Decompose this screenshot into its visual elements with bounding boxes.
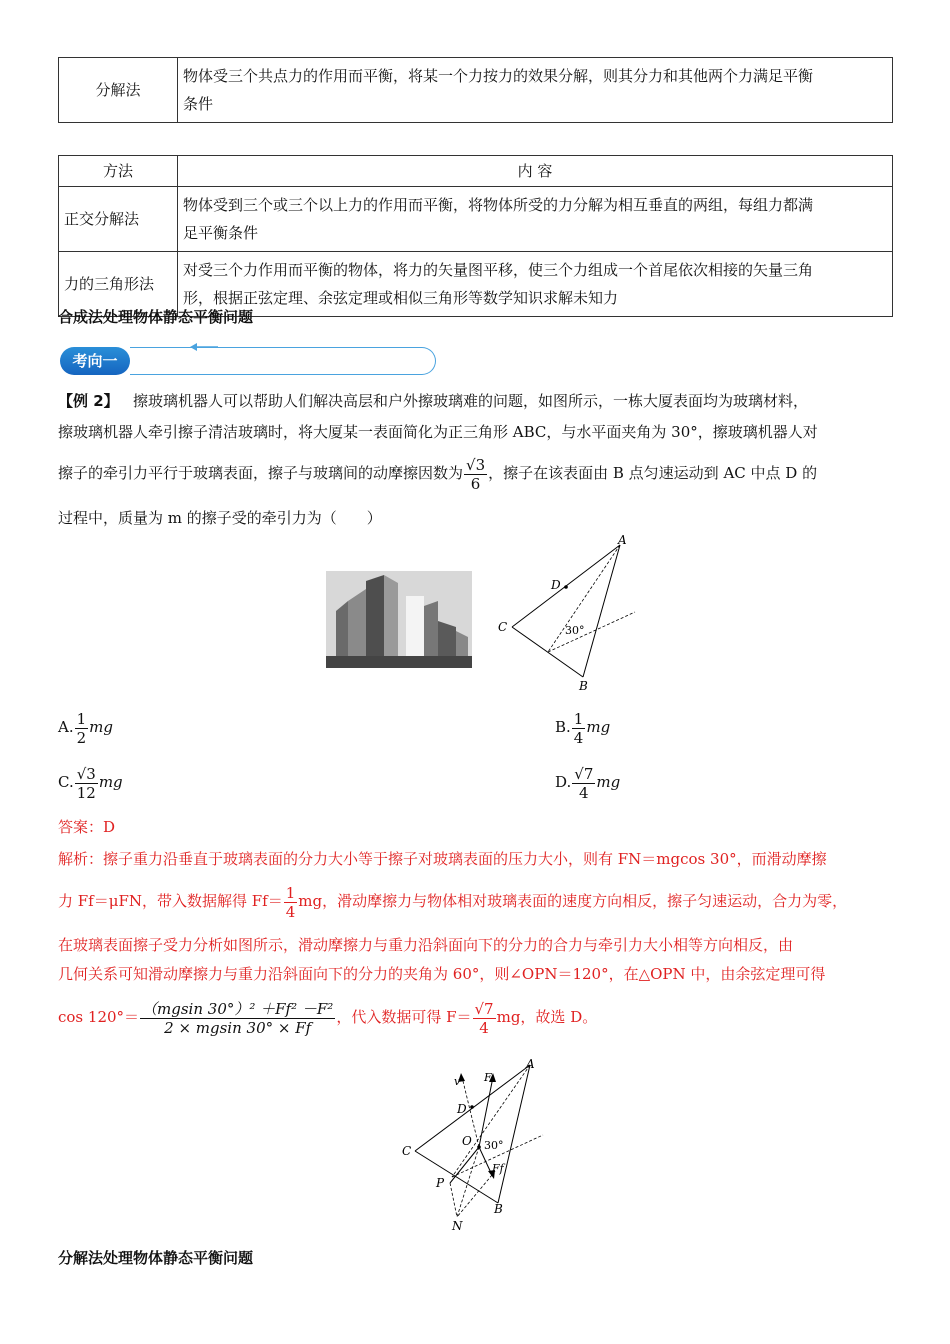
- angle-label: 30°: [565, 624, 585, 637]
- example-text: 擦子的牵引力平行于玻璃表面，擦子与玻璃间的动摩擦因数为: [58, 464, 464, 482]
- option-suffix: mg: [586, 718, 611, 736]
- dashed-pn: [450, 1183, 457, 1217]
- option-d[interactable]: [555, 762, 620, 802]
- label-a: A: [526, 1057, 535, 1071]
- example-label: 【例 2】: [58, 392, 119, 410]
- example-text: 擦玻璃机器人可以帮助人们解决高层和户外擦玻璃难的问题，如图所示，一栋大厦表面均为玻璃材料，: [132, 392, 808, 410]
- option-a[interactable]: [58, 707, 113, 747]
- label-f: F: [484, 1071, 492, 1084]
- fraction-denominator: 4: [579, 783, 589, 802]
- analysis-text: cos 120°＝: [58, 1008, 140, 1026]
- table-methods: [58, 155, 893, 317]
- content-line: 物体受到三个或三个以上力的作用而平衡，将物体所受的力分解为相互垂直的两组，每组力都满: [183, 196, 814, 214]
- option-suffix: mg: [98, 773, 123, 791]
- label-c: C: [402, 1144, 412, 1158]
- label-o: O: [462, 1134, 472, 1148]
- label-v: v: [454, 1075, 461, 1088]
- example-text: ，擦子在该表面由 B 点匀速运动到 AC 中点 D 的: [488, 464, 818, 482]
- answer: 答案：D: [58, 818, 116, 836]
- edge-ba: [583, 545, 620, 677]
- fraction-numerator: 1: [76, 709, 87, 728]
- figure-force-analysis: [400, 1055, 550, 1235]
- analysis-text: ，代入数据可得 F＝: [336, 1008, 472, 1026]
- content-line: 条件: [183, 95, 214, 113]
- content-line: 对受三个力作用而平衡的物体，将力的矢量图平移，使三个力组成一个首尾依次相接的矢量三角: [183, 261, 814, 279]
- content-line: 足平衡条件: [183, 224, 259, 242]
- badge-frame: [130, 347, 436, 375]
- fraction-numerator: √7: [574, 764, 594, 783]
- analysis-text: mg，故选 D。: [496, 1008, 598, 1026]
- content-line: 形，根据正弦定理、余弦定理或相似三角形等数学知识求解未知力: [183, 289, 619, 307]
- fraction-numerator: √7: [474, 999, 494, 1018]
- fraction-numerator: 1: [285, 883, 296, 902]
- example-line-2: 擦玻璃机器人牵引擦子清洁玻璃时，将大厦某一表面简化为正三角形 ABC，与水平面夹角为 30°，擦玻璃机器人对: [58, 423, 818, 441]
- fraction-denominator: 2 × mgsin 30° × Ff: [164, 1018, 312, 1037]
- label-d: D: [457, 1102, 467, 1116]
- fraction-numerator: √3: [466, 455, 486, 474]
- fraction-denominator: 4: [479, 1018, 489, 1037]
- fraction-denominator: 2: [76, 728, 87, 747]
- content-cell: [178, 252, 893, 317]
- analysis-text: 力 Ff＝μFN，带入数据解得 Ff＝: [58, 892, 283, 910]
- option-prefix: C.: [58, 773, 74, 791]
- point-d: [470, 1105, 474, 1109]
- content-line: 物体受三个共点力的作用而平衡，将某一个力按力的效果分解，则其分力和其他两个力满足平衡: [183, 67, 814, 85]
- analysis-line-4: 几何关系可知滑动摩擦力与重力沿斜面向下的分力的夹角为 60°，则∠OPN＝120°，在△OPN 中，由余弦定理可得: [58, 965, 826, 983]
- option-prefix: B.: [555, 718, 571, 736]
- fraction-numerator: 1: [573, 709, 584, 728]
- label-c: C: [498, 620, 508, 634]
- fraction-numerator: √3: [76, 764, 96, 783]
- analysis-line-2: [58, 881, 847, 921]
- edge-cb: [415, 1151, 498, 1203]
- building-photo: [326, 571, 472, 668]
- example-line-3: [58, 453, 817, 493]
- option-b[interactable]: [555, 707, 610, 747]
- vector-f: [479, 1077, 493, 1147]
- angle-label: 30°: [484, 1139, 504, 1152]
- section-title: 合成法处理物体静态平衡问题: [58, 308, 254, 326]
- label-ff: Ff: [492, 1162, 504, 1175]
- table-decomposition: [58, 57, 893, 123]
- label-b: B: [494, 1202, 503, 1216]
- topic-badge: 考向一: [60, 347, 130, 375]
- analysis-text: mg，滑动摩擦力与物体相对玻璃表面的速度方向相反，擦子匀速运动，合力为零，: [298, 892, 848, 910]
- fraction-denominator: 4: [285, 902, 296, 921]
- header-content: 内 容: [178, 156, 893, 187]
- content-cell: [178, 187, 893, 252]
- analysis-line-5: [58, 995, 597, 1039]
- vector-op: [450, 1147, 479, 1183]
- option-suffix: mg: [89, 718, 113, 736]
- label-p: P: [436, 1176, 445, 1190]
- method-cell: 分解法: [59, 58, 178, 123]
- example-line-4: 过程中，质量为 m 的擦子受的牵引力为（ ）: [58, 509, 382, 527]
- label-a: A: [618, 535, 627, 547]
- method-cell: 正交分解法: [59, 187, 178, 252]
- fraction-denominator: 4: [573, 728, 584, 747]
- point-d: [564, 585, 568, 589]
- building-photo-image: [326, 571, 472, 668]
- label-n: N: [452, 1219, 463, 1233]
- arrow-left-icon: [190, 341, 220, 353]
- header-method: 方法: [59, 156, 178, 187]
- label-d: D: [551, 578, 561, 592]
- analysis-line-3: 在玻璃表面擦子受力分析如图所示，滑动摩擦力与重力沿斜面向下的分力的合力与牵引力大小相等方向相反，由: [58, 936, 794, 954]
- content-cell: [178, 58, 893, 123]
- option-prefix: D.: [555, 773, 572, 791]
- fraction-denominator: 12: [76, 783, 96, 802]
- option-suffix: mg: [596, 773, 621, 791]
- label-b: B: [579, 679, 588, 693]
- option-prefix: A.: [58, 718, 74, 736]
- dashed-on: [457, 1147, 479, 1217]
- fraction-numerator: （mgsin 30°）² ＋Ff² －F²: [142, 999, 334, 1018]
- fraction-denominator: 6: [470, 474, 481, 493]
- analysis-line-1: 解析：擦子重力沿垂直于玻璃表面的分力大小等于擦子对玻璃表面的压力大小，则有 FN＝mgcos 30°，而滑动摩擦: [58, 850, 827, 868]
- method-cell: 力的三角形法: [59, 252, 178, 317]
- section-title: 分解法处理物体静态平衡问题: [58, 1249, 254, 1267]
- option-c[interactable]: [58, 762, 123, 802]
- example-line-1: [58, 390, 808, 412]
- figure-triangle-1: [490, 535, 650, 695]
